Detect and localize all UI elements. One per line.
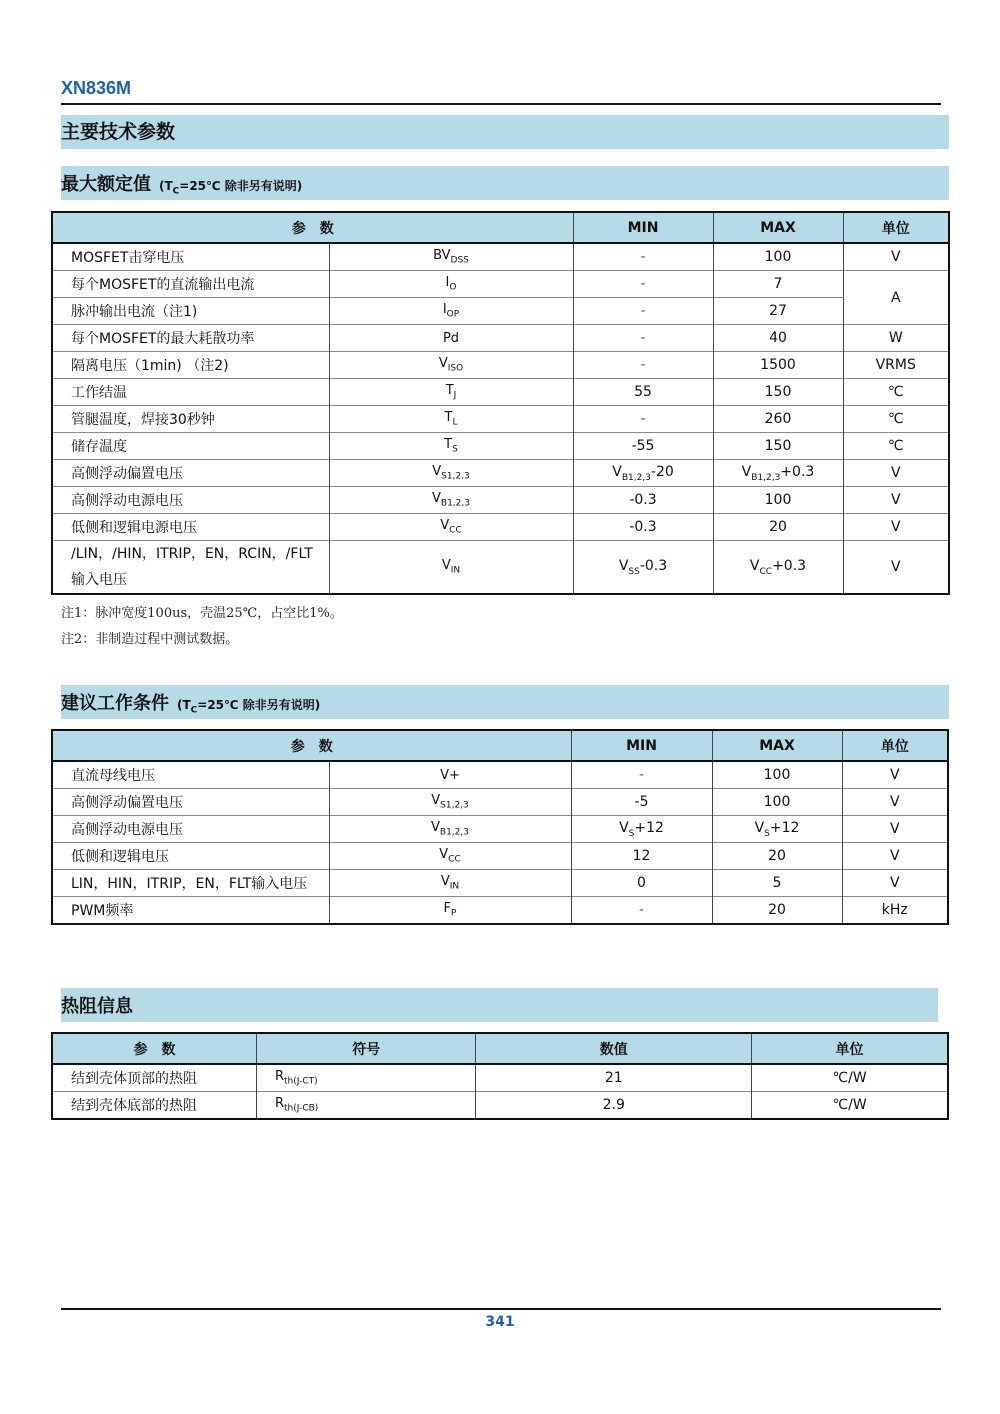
table-row xyxy=(52,789,948,816)
param-cell: 每个MOSFET的直流输出电流 xyxy=(52,271,329,298)
unit-cell: V xyxy=(842,816,948,843)
table-row xyxy=(52,379,949,406)
main-title-band xyxy=(61,115,949,149)
min-cell: $V_{SS}-0.3$ xyxy=(573,541,713,595)
unit-cell: W xyxy=(843,325,949,352)
col-header-unit: 单位 xyxy=(752,1033,948,1064)
footer-rule xyxy=(61,1308,941,1310)
max-cell: 100 xyxy=(713,243,843,271)
max-cell: 20 xyxy=(713,514,843,541)
min-cell: - xyxy=(573,243,713,271)
table-header-row xyxy=(52,1033,948,1064)
min-cell: -0.3 xyxy=(573,514,713,541)
min-cell: - xyxy=(573,298,713,325)
param-cell: 低侧和逻辑电压 xyxy=(52,843,329,870)
table-header-row xyxy=(52,212,949,243)
section2-title-band xyxy=(61,685,949,719)
unit-cell: ℃ xyxy=(843,379,949,406)
param-cell: 隔离电压（1min) （注2) xyxy=(52,352,329,379)
symbol-cell: $V_{S1,2,3}$ xyxy=(329,460,573,487)
main-title: 主要技术参数 xyxy=(61,121,176,143)
min-cell: 55 xyxy=(573,379,713,406)
param-cell: 直流母线电压 xyxy=(52,761,329,789)
min-cell: - xyxy=(573,406,713,433)
unit-cell: V xyxy=(843,460,949,487)
symbol-cell: $I_{OP}$ xyxy=(329,298,573,325)
unit-cell: ℃/W xyxy=(752,1092,948,1120)
col-header-value: 数值 xyxy=(476,1033,752,1064)
table-notes xyxy=(61,601,343,653)
max-cell: 7 xyxy=(713,271,843,298)
table-row xyxy=(52,1092,948,1120)
table-row xyxy=(52,271,949,298)
max-cell: 20 xyxy=(712,843,842,870)
max-cell: 150 xyxy=(713,433,843,460)
max-cell: 1500 xyxy=(713,352,843,379)
min-cell: 12 xyxy=(571,843,712,870)
symbol-cell: V+ xyxy=(329,761,571,789)
param-cell: 高侧浮动偏置电压 xyxy=(52,789,329,816)
max-cell: 40 xyxy=(713,325,843,352)
max-cell: 100 xyxy=(712,789,842,816)
max-cell: $V_{CC}+0.3$ xyxy=(713,541,843,595)
table-row xyxy=(52,761,948,789)
table-row xyxy=(52,541,949,595)
min-cell: $V_S+12$ xyxy=(571,816,712,843)
table-row xyxy=(52,487,949,514)
table-header-row xyxy=(52,730,948,761)
max-ratings-table xyxy=(51,211,950,595)
unit-cell: ℃/W xyxy=(752,1064,948,1092)
symbol-cell: $R_{th(J-CT)}$ xyxy=(256,1064,475,1092)
max-cell: 150 xyxy=(713,379,843,406)
table-row xyxy=(52,897,948,925)
table-row xyxy=(52,298,949,325)
symbol-cell: $T_J$ xyxy=(329,379,573,406)
param-cell: 高侧浮动偏置电压 xyxy=(52,460,329,487)
page-number: 341 xyxy=(485,1314,515,1330)
min-cell: - xyxy=(573,352,713,379)
unit-cell: kHz xyxy=(842,897,948,925)
symbol-cell: $V_{B1,2,3}$ xyxy=(329,816,571,843)
document-code: XN836M xyxy=(61,78,132,98)
col-header-min: MIN xyxy=(571,730,712,761)
thermal-resistance-table xyxy=(51,1032,949,1120)
symbol-cell: $V_{ISO}$ xyxy=(329,352,573,379)
unit-cell: V xyxy=(843,243,949,271)
param-cell: MOSFET击穿电压 xyxy=(52,243,329,271)
max-cell: 260 xyxy=(713,406,843,433)
section2-title: 建议工作条件 xyxy=(61,693,169,714)
param-cell: 结到壳体底部的热阻 xyxy=(52,1092,256,1120)
col-header-param: 参 数 xyxy=(52,730,571,761)
section3-title: 热阻信息 xyxy=(61,996,133,1017)
symbol-cell: $V_{B1,2,3}$ xyxy=(329,487,573,514)
min-cell: -55 xyxy=(573,433,713,460)
section1-title: 最大额定值 xyxy=(61,174,151,195)
table-row xyxy=(52,870,948,897)
col-header-unit: 单位 xyxy=(842,730,948,761)
min-cell: -0.3 xyxy=(573,487,713,514)
unit-cell: V xyxy=(843,487,949,514)
max-cell: 100 xyxy=(712,761,842,789)
col-header-min: MIN xyxy=(573,212,713,243)
max-cell: $V_S+12$ xyxy=(712,816,842,843)
col-header-max: MAX xyxy=(712,730,842,761)
symbol-cell: $T_L$ xyxy=(329,406,573,433)
unit-cell: VRMS xyxy=(843,352,949,379)
param-cell: 管腿温度，焊接30秒钟 xyxy=(52,406,329,433)
symbol-cell: $R_{th(J-CB)}$ xyxy=(256,1092,475,1120)
unit-cell: V xyxy=(842,870,948,897)
min-cell: - xyxy=(571,761,712,789)
unit-cell: V xyxy=(843,514,949,541)
table-row xyxy=(52,433,949,460)
param-cell: 工作结温 xyxy=(52,379,329,406)
param-cell: 低侧和逻辑电源电压 xyxy=(52,514,329,541)
param-cell: 高侧浮动电源电压 xyxy=(52,816,329,843)
table-row xyxy=(52,816,948,843)
min-cell: -5 xyxy=(571,789,712,816)
param-cell: 脉冲输出电流（注1) xyxy=(52,298,329,325)
unit-cell: ℃ xyxy=(843,406,949,433)
param-cell: /LIN，/HIN，ITRIP，EN，RCIN，/FLT 输入电压 xyxy=(52,541,329,595)
table-row xyxy=(52,460,949,487)
symbol-cell: $V_{IN}$ xyxy=(329,870,571,897)
min-cell: $V_{B1,2,3}-20$ xyxy=(573,460,713,487)
section3-title-band xyxy=(61,988,938,1022)
min-cell: - xyxy=(571,897,712,925)
col-header-unit: 单位 xyxy=(843,212,949,243)
col-header-symbol: 符号 xyxy=(256,1033,475,1064)
symbol-cell: $T_S$ xyxy=(329,433,573,460)
unit-cell: V xyxy=(843,541,949,595)
symbol-cell: $I_O$ xyxy=(329,271,573,298)
col-header-max: MAX xyxy=(713,212,843,243)
value-cell: 21 xyxy=(476,1064,752,1092)
param-cell: 每个MOSFET的最大耗散功率 xyxy=(52,325,329,352)
table-row xyxy=(52,1064,948,1092)
max-cell: 27 xyxy=(713,298,843,325)
table-row xyxy=(52,352,949,379)
min-cell: - xyxy=(573,325,713,352)
symbol-cell: Pd xyxy=(329,325,573,352)
table-row xyxy=(52,843,948,870)
table-row xyxy=(52,243,949,271)
table-row xyxy=(52,325,949,352)
min-cell: 0 xyxy=(571,870,712,897)
symbol-cell: $V_{S1,2,3}$ xyxy=(329,789,571,816)
symbol-cell: $BV_{DSS}$ xyxy=(329,243,573,271)
col-header-param: 参 数 xyxy=(52,1033,256,1064)
symbol-cell: $V_{IN}$ xyxy=(329,541,573,595)
section1-title-band xyxy=(61,166,949,200)
unit-cell: A xyxy=(843,271,949,325)
note-1: 注1：脉冲宽度100us，壳温25℃，占空比1%。 xyxy=(61,606,343,621)
operating-conditions-table xyxy=(51,729,949,925)
max-cell: $V_{B1,2,3}+0.3$ xyxy=(713,460,843,487)
param-cell: 高侧浮动电源电压 xyxy=(52,487,329,514)
value-cell: 2.9 xyxy=(476,1092,752,1120)
header-rule xyxy=(61,103,941,105)
min-cell: - xyxy=(573,271,713,298)
section2-condition-note: ($T_C=25℃$ 除非另有说明) xyxy=(177,698,321,716)
param-cell: LIN，HIN，ITRIP，EN，FLT输入电压 xyxy=(52,870,329,897)
table-row xyxy=(52,514,949,541)
symbol-cell: $V_{CC}$ xyxy=(329,514,573,541)
max-cell: 100 xyxy=(713,487,843,514)
param-cell: 结到壳体顶部的热阻 xyxy=(52,1064,256,1092)
param-cell: PWM频率 xyxy=(52,897,329,925)
symbol-cell: $V_{CC}$ xyxy=(329,843,571,870)
note-2: 注2：非制造过程中测试数据。 xyxy=(61,632,239,647)
unit-cell: V xyxy=(842,843,948,870)
max-cell: 20 xyxy=(712,897,842,925)
section1-condition-note: ($T_C=25℃$ 除非另有说明) xyxy=(159,179,303,197)
table-row xyxy=(52,406,949,433)
unit-cell: V xyxy=(842,761,948,789)
unit-cell: ℃ xyxy=(843,433,949,460)
symbol-cell: $F_P$ xyxy=(329,897,571,925)
col-header-param: 参 数 xyxy=(52,212,573,243)
unit-cell: V xyxy=(842,789,948,816)
param-cell: 储存温度 xyxy=(52,433,329,460)
max-cell: 5 xyxy=(712,870,842,897)
